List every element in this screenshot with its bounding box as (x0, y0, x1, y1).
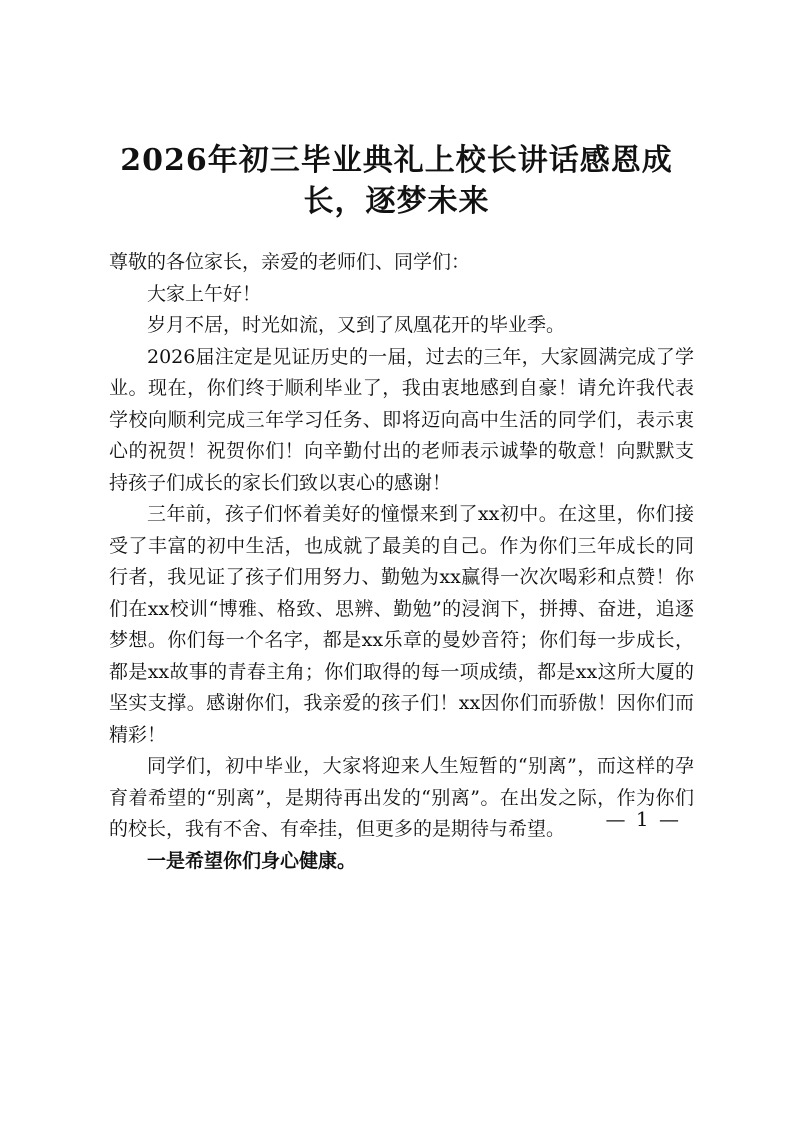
paragraph-3: 三年前，孩子们怀着美好的憧憬来到了xx初中。在这里，你们接受了丰富的初中生活，也成就了最美的自己。作为你们三年成长的同行者，我见证了孩子们用努力、勤勉为xx赢得一次次喝彩和点赞！你们在xx校训“博雅、格致、思辨、勤勉”的浸润下，拼搏、奋进，追逐梦想。你们每一个名字，都是xx乐章的曼妙音符；你们每一步成长，都是xx故事的青春主角；你们取得的每一项成绩，都是xx这所大厦的坚实支撑。感谢你们，我亲爱的孩子们！xx因你们而骄傲！因你们而精彩！ (109, 503, 694, 746)
document-body (109, 247, 694, 877)
paragraph-4: 同学们，初中毕业，大家将迎来人生短暂的“别离”，而这样的孕育着希望的“别离”，是期待再出发的“别离”。在出发之际，作为你们的校长，我有不舍、有牵挂，但更多的是期待与希望。 (109, 755, 694, 840)
greeting: 大家上午好！ (147, 282, 262, 305)
section-heading-1: 一是希望你们身心健康。 (147, 849, 357, 872)
salutation: 尊敬的各位家长，亲爱的老师们、同学们： (109, 251, 471, 273)
paragraph-1: 岁月不居，时光如流，又到了凤凰花开的毕业季。 (147, 314, 566, 336)
page-number: — 1 — (605, 807, 681, 831)
paragraph-2: 2026届注定是见证历史的一届，过去的三年，大家圆满完成了学业。现在，你们终于顺利毕业了，我由衷地感到自豪！请允许我代表学校向顺利完成三年学习任务、即将迈向高中生活的同学们，表示衷心的祝贺！祝贺你们！向辛勤付出的老师表示诚挚的敬意！向默默支持孩子们成长的家长们致以衷心的感谢！ (109, 345, 694, 494)
document-title: 2026年初三毕业典礼上校长讲话感恩成长，逐梦未来 (120, 143, 673, 219)
